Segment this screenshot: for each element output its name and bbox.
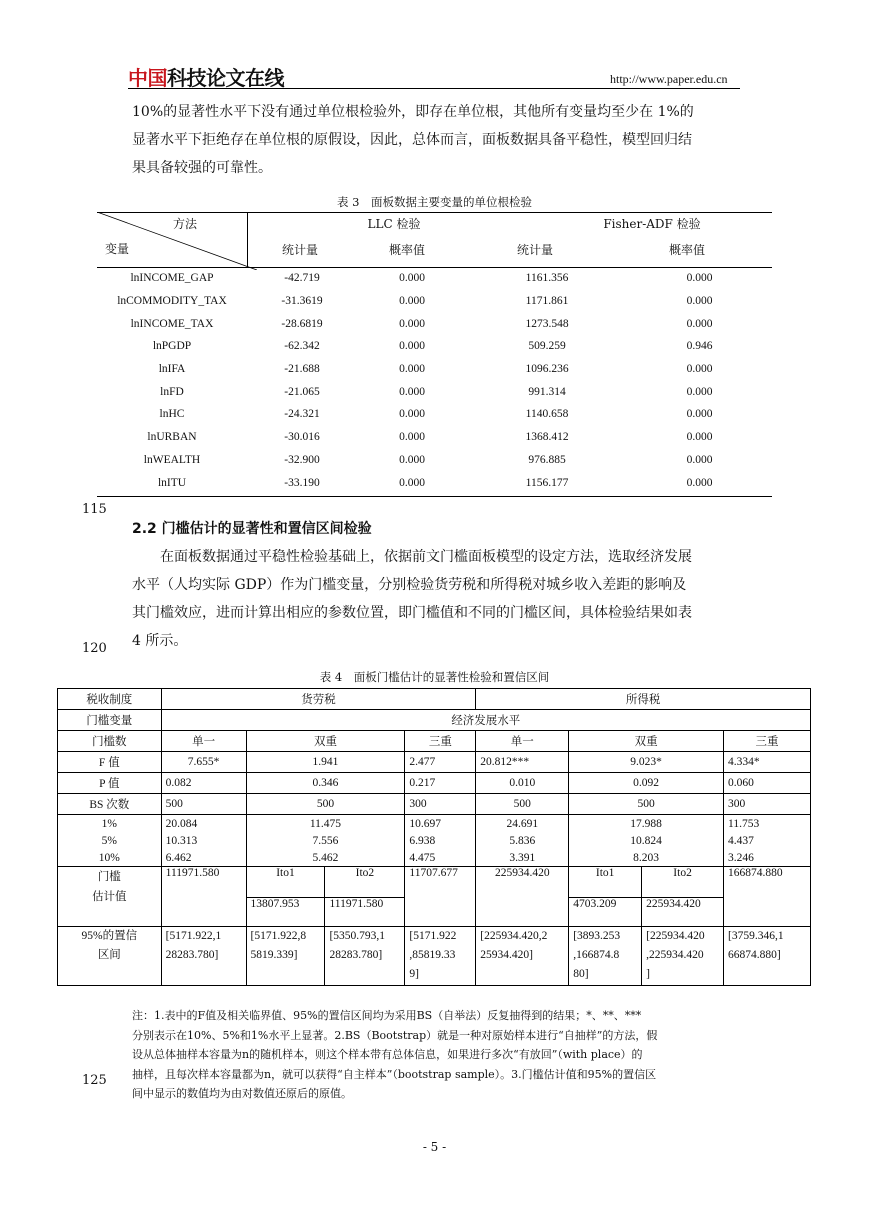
variable-name: lnINCOME_GAP [130,272,214,285]
line-number: 120 [82,641,107,656]
table3-sub: 概率值 [388,243,425,257]
table-row: 门槛数 单一 双重 三重 单一 双重 三重 [58,731,811,752]
table-row [97,312,772,335]
table-cell: -21.688 [284,363,320,376]
table-row: 13807.953 111971.580 4703.209 225934.420 [58,898,811,927]
table-row: F 值 7.655* 1.941 2.477 20.812*** 9.023* 4.334* [58,752,811,773]
variable-name: lnWEALTH [143,453,201,466]
table-cell: 0.000 [399,476,425,489]
table-row [97,403,772,426]
table3-sub: 概率值 [668,243,705,257]
table-cell: 1171.861 [525,295,569,308]
table-cell: 0.000 [399,272,425,285]
table-cell: -30.016 [284,431,320,444]
table-cell: 0.000 [686,272,713,285]
variable-name: lnFD [160,385,184,398]
table-row [97,335,772,358]
table-cell: 0.000 [686,295,713,308]
table-cell: -21.065 [284,385,320,398]
table-cell: 1096.236 [525,363,569,376]
table-cell: 1273.548 [525,317,569,330]
table3-diag-bottom: 变量 [105,242,130,256]
table-row: 门槛变量 经济发展水平 [58,710,811,731]
table-cell: 1368.412 [525,431,569,444]
table-cell: 0.000 [686,453,713,466]
section-paragraph: 在面板数据通过平稳性检验基础上，依据前文门槛面板模型的设定方法，选取经济发展 水平（人均实际 GDP）作为门槛变量，分别检验货劳税和所得税对城乡收入差距的影响及 其门槛效应，进而计算出相应的参数位置，即门槛值和不同的门槛区间，具体检验结果如表 4 所示。 [132,549,692,649]
logo: 中国科技论文在线 [128,66,284,90]
table4-note: 注：1.表中的F值及相关临界值、95%的置信区间均为采用BS（自举法）反复抽得到的结果；*、**、*** 分别表示在10%、5%和1%水平上显著。2.BS（Bootstrap）就是一种对原始样本进行“自抽样”的方法，假 设从总体抽样本容量为n的随机样本，则这个样本带有总体信息，如果进行多次“有放回”（with place）的 抽样，且每次样本容量都为n，就可以获得“自主样本”（bootstrap sample）。3.门槛估计值和95%的置信区 间中显示的数值均为由对数值还原后的原值。 [132,1009,658,1100]
table4 [57,688,811,986]
table-cell: -42.719 [284,272,320,285]
table-row [97,449,772,472]
line-number: 125 [82,1073,107,1088]
table-cell: 0.000 [399,408,425,421]
variable-name: lnINCOME_TAX [130,317,214,330]
variable-name: lnITU [157,476,187,489]
table-row [97,471,772,494]
table-cell: 0.946 [686,340,713,353]
table-cell: -24.321 [284,408,320,421]
table-cell: 0.000 [399,363,425,376]
table3-body [97,267,772,494]
table-cell: 0.000 [399,453,425,466]
section-title: 2.2 门槛估计的显著性和置信区间检验 [132,521,372,537]
table-row [97,358,772,381]
table-cell: 0.000 [399,385,425,398]
table-cell: 0.000 [686,408,713,421]
table-cell: 0.000 [686,385,713,398]
line-number: 115 [82,502,107,517]
variable-name: lnPGDP [152,340,192,353]
table-cell: 976.885 [528,453,566,466]
table-cell: 0.000 [399,340,425,353]
table3-caption: 表 3 面板数据主要变量的单位根检验 [337,195,532,209]
table-row: 门槛 估计值 111971.580 Ito1 Ito2 11707.677 225934.420 Ito1 Ito2 166874.880 [58,867,811,898]
table-cell: -28.6819 [281,317,323,330]
table-cell: 1161.356 [525,272,569,285]
header-url[interactable]: http://www.paper.edu.cn [610,72,728,86]
table-row: BS 次数 500 500 300 500 500 300 [58,794,811,815]
table-row: 5% 10.313 7.556 6.938 5.836 10.824 4.437 [58,832,811,849]
table3-group-adf: Fisher-ADF 检验 [603,217,701,231]
table3-sub: 统计量 [516,243,553,257]
table-cell: 0.000 [399,317,425,330]
table-cell: 0.000 [399,431,425,444]
table3-sub: 统计量 [281,243,318,257]
table-cell: 0.000 [686,431,713,444]
table4-caption: 表 4 面板门槛估计的显著性检验和置信区间 [319,670,550,684]
table-cell: 0.000 [686,363,713,376]
variable-name: lnURBAN [147,431,197,444]
intro-paragraph: 10%的显著性水平下没有通过单位根检验外，即存在单位根，其他所有变量均至少在 1%的 显著水平下拒绝存在单位根的原假设，因此，总体而言，面板数据具备平稳性，模型回归结 果具备较强的可靠性。 [132,104,694,176]
table-cell: -32.900 [284,453,320,466]
table-row [97,267,772,290]
table-row: 1% 20.084 11.475 10.697 24.691 17.988 11.753 [58,815,811,833]
table-row: 10% 6.462 5.462 4.475 3.391 8.203 3.246 [58,849,811,867]
table-cell: 991.314 [528,385,566,398]
table-cell: 0.000 [686,476,713,489]
variable-name: lnHC [159,408,185,421]
table-row [97,290,772,313]
table3-diag-top: 方法 [173,217,198,231]
table-cell: -33.190 [284,476,320,489]
page-number: - 5 - [422,1140,447,1154]
table-row [97,380,772,403]
table3-group-llc: LLC 检验 [367,217,421,231]
variable-name: lnCOMMODITY_TAX [117,295,227,308]
table-row: 95%的置信 区间 [5171.922,1 28283.780] [5171.922,8 5819.339] [5350.793,1 28283.780] [5171.922 ,85819.33 9] [225934.420,2 25934.420] [3893.253 ,166874.8 80] [225934.420 ,225934.420 ] [3759.346,1 66874.880] [58,927,811,986]
table-cell: -31.3619 [281,295,323,308]
table-cell: 1140.658 [525,408,569,421]
table-row: 税收制度 货劳税 所得税 [58,689,811,710]
table-row: P 值 0.082 0.346 0.217 0.010 0.092 0.060 [58,773,811,794]
table-cell: 1156.177 [525,476,569,489]
header-rule [128,88,740,89]
table-cell: -62.342 [284,340,320,353]
table-cell: 0.000 [399,295,425,308]
table-cell: 509.259 [528,340,566,353]
variable-name: lnIFA [158,363,186,376]
table-row [97,426,772,449]
table-cell: 0.000 [686,317,713,330]
